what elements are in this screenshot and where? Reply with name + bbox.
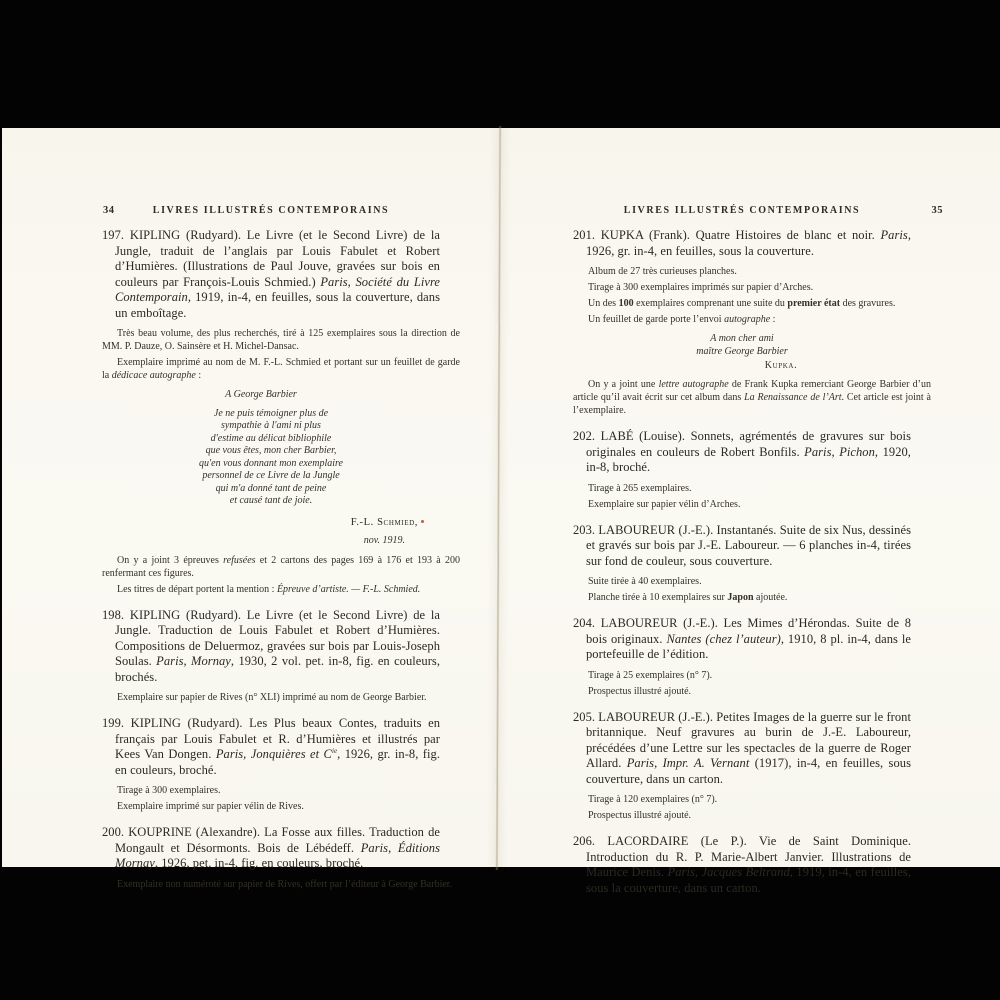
entry-201-note-1: Album de 27 très curieuses planches. bbox=[588, 266, 737, 277]
entry-197-main: 197. KIPLING (Rudyard). Le Livre (et le Second Livre) de la Jungle, traduit de l’anglais par Louis Fabulet et Robert d’Humières. (Illustrations de Paul Jouve, gravées sur bois en couleurs par François-Louis Schmied.) Paris, Société du Livre Contemporain, 1919, in-4, en feuilles, sous la couverture, dans un emboîtage. bbox=[102, 228, 441, 320]
entry-200 bbox=[102, 825, 453, 891]
entry-204-note-2: Prospectus illustré ajouté. bbox=[588, 685, 692, 697]
entry-201-note-5: On y a joint une lettre autographe de Frank Kupka remerciant George Barbier d’un article qu’il avait écrit sur cet album dans La Renaissance de l’Art. Cet article est joint à l’exemplaire. bbox=[573, 379, 931, 416]
dedication-salutation: A George Barbier bbox=[225, 389, 297, 400]
entry-205-note-2: Prospectus illustré ajouté. bbox=[588, 810, 692, 821]
entry-201-main: 201. KUPKA (Frank). Quatre Histoires de blanc et noir. Paris, 1926, gr. in-4, en feuilles, sous la couverture. bbox=[573, 228, 911, 258]
entry-202-note-1: Tirage à 265 exemplaires. bbox=[588, 482, 692, 494]
entry-198 bbox=[102, 608, 440, 705]
entry-203-note-1: Suite tirée à 40 exemplaires. bbox=[588, 576, 702, 587]
entry-201-note-3: Un des 100 exemplaires comprenant une suite du premier état des gravures. bbox=[588, 298, 896, 309]
running-title-right: LIVRES ILLUSTRÉS CONTEMPORAINS bbox=[623, 205, 861, 216]
entry-199-note-2: Exemplaire imprimé sur papier vélin de Rives. bbox=[117, 801, 304, 812]
entry-202-note-2: Exemplaire sur papier vélin d’Arches. bbox=[588, 498, 741, 510]
entry-205-note-1: Tirage à 120 exemplaires (n° 7). bbox=[588, 794, 718, 805]
entry-203-note-2: Planche tirée à 10 exemplaires sur Japon ajoutée. bbox=[588, 592, 788, 603]
page-34 bbox=[102, 205, 460, 891]
entry-202-main: 202. LABÉ (Louise). Sonnets, agrémentés de gravures sur bois originales en couleurs de Robert Bonfils. Paris, Pichon, 1920, in-8, broché. bbox=[573, 429, 911, 474]
entry-197-dedication bbox=[102, 389, 440, 508]
entry-205 bbox=[573, 710, 911, 823]
page-number-left: 34 bbox=[103, 205, 115, 216]
entry-205-main: 205. LABOUREUR (J.-E.). Petites Images de la guerre sur le front britannique. Neuf gravures au burin de J.-E. Laboureur, précédées d’une Lettre sur les spectacles de la guerre de Roger Allard. Paris, Impr. A. Vernant (1917), in-4, en feuilles, sous couverture, dans un carton. bbox=[573, 709, 911, 786]
entry-201-note-2: Tirage à 300 exemplaires imprimés sur papier d’Arches. bbox=[588, 282, 814, 293]
running-head-left bbox=[102, 205, 440, 221]
entry-197-note-3: On y a joint 3 épreuves refusées et 2 cartons des pages 169 à 176 et 193 à 200 renfermant ces figures. bbox=[102, 554, 460, 579]
entry-201-envoi bbox=[573, 332, 911, 372]
entry-204 bbox=[573, 616, 911, 698]
entry-199-note-1: Tirage à 300 exemplaires. bbox=[117, 785, 221, 796]
entry-203 bbox=[573, 523, 911, 605]
entry-197-note-1: Très beau volume, des plus recherchés, tiré à 125 exemplaires sous la direction de MM. P. Dauze, O. Sainsère et H. Michel-Dansac. bbox=[102, 328, 460, 352]
envoi-lines: A mon cher ami maître George Barbier bbox=[696, 333, 788, 357]
envoi-signature: Kupka. bbox=[764, 360, 798, 371]
entry-199-main: 199. KIPLING (Rudyard). Les Plus beaux Contes, traduits en français par Louis Fabulet et R. d’Humières et illustrés par Kees Van Dongen. Paris, Jonquières et $C^{ie}$, 1926, gr. in-8, fig. en couleurs, broché. bbox=[102, 716, 440, 777]
running-head-right bbox=[573, 205, 943, 221]
entry-201-note-4: Un feuillet de garde porte l’envoi autographe : bbox=[588, 314, 776, 325]
entry-200-main: 200. KOUPRINE (Alexandre). La Fosse aux filles. Traduction de Mongault et Désormonts. Bois de Lébédeff. Paris, Éditions Mornay, 1926, pet. in-4, fig. en couleurs, broché. bbox=[102, 825, 440, 870]
entry-197 bbox=[102, 228, 460, 596]
running-title-left: LIVRES ILLUSTRÉS CONTEMPORAINS bbox=[152, 205, 390, 216]
page-35 bbox=[573, 205, 943, 896]
entry-197-note-2: Exemplaire imprimé au nom de M. F.-L. Schmied et portant sur un feuillet de garde la dédicace autographe : bbox=[102, 357, 460, 381]
entry-199 bbox=[102, 716, 440, 813]
entry-206-main: 206. LACORDAIRE (Le P.). Vie de Saint Dominique. Introduction du R. P. Marie-Albert Janvier. Illustrations de Maurice Denis. Paris, Jacques Beltrand, 1919, in-4, en feuilles, sous la couverture, dans un carton. bbox=[573, 834, 911, 895]
dedication-lines: Je ne puis témoigner plus de sympathie à l'ami ni plus d'estime au délicat bibliophile que vous êtes, mon cher Barbier, qu'en vous donnant mon exemplaire personnel de ce Livre de la Jungle qui m'a donné tant de peine et causé tant de joie. bbox=[199, 407, 343, 506]
entry-204-note-1: Tirage à 25 exemplaires (n° 7). bbox=[588, 669, 713, 681]
entry-197-signature bbox=[102, 512, 440, 548]
entry-197-note-4: Les titres de départ portent la mention : Épreuve d’artiste. — F.-L. Schmied. bbox=[117, 583, 421, 595]
page-gutter bbox=[495, 126, 501, 870]
entry-203-main: 203. LABOUREUR (J.-E.). Instantanés. Suite de six Nus, dessinés et gravés sur bois par J.-E. Laboureur. — 6 planches in-4, tirées sur fond de couleur, sous couverture. bbox=[573, 522, 911, 568]
entry-198-note-1: Exemplaire sur papier de Rives (n° XLI) imprimé au nom de George Barbier. bbox=[117, 692, 427, 703]
page-number-right: 35 bbox=[931, 205, 943, 216]
entry-198-main: 198. KIPLING (Rudyard). Le Livre (et le Second Livre) de la Jungle. Traduction de Louis Fabulet et Robert d’Humières. Compositions de Deluermoz, gravées sur bois par Louis-Joseph Soulas. Paris, Mornay, 1930, 2 vol. pet. in-8, fig. en couleurs, brochés. bbox=[102, 607, 441, 684]
entry-200-note-1: Exemplaire non numéroté sur papier de Rives, offert par l’éditeur à George Barbier. bbox=[117, 878, 453, 890]
signature-name: F.-L. Schmied, bbox=[350, 516, 418, 528]
entry-201 bbox=[573, 228, 931, 417]
book-spread bbox=[2, 128, 1000, 895]
signature-date: nov. 1919. bbox=[363, 534, 405, 546]
entry-204-main: 204. LABOUREUR (J.-E.). Les Mimes d’Hérondas. Suite de 8 bois originaux. Nantes (chez l’auteur), 1910, 8 pl. in-4, dans le portefeuille de l’édition. bbox=[573, 616, 911, 661]
entry-202 bbox=[573, 429, 911, 511]
entry-206 bbox=[573, 834, 911, 896]
